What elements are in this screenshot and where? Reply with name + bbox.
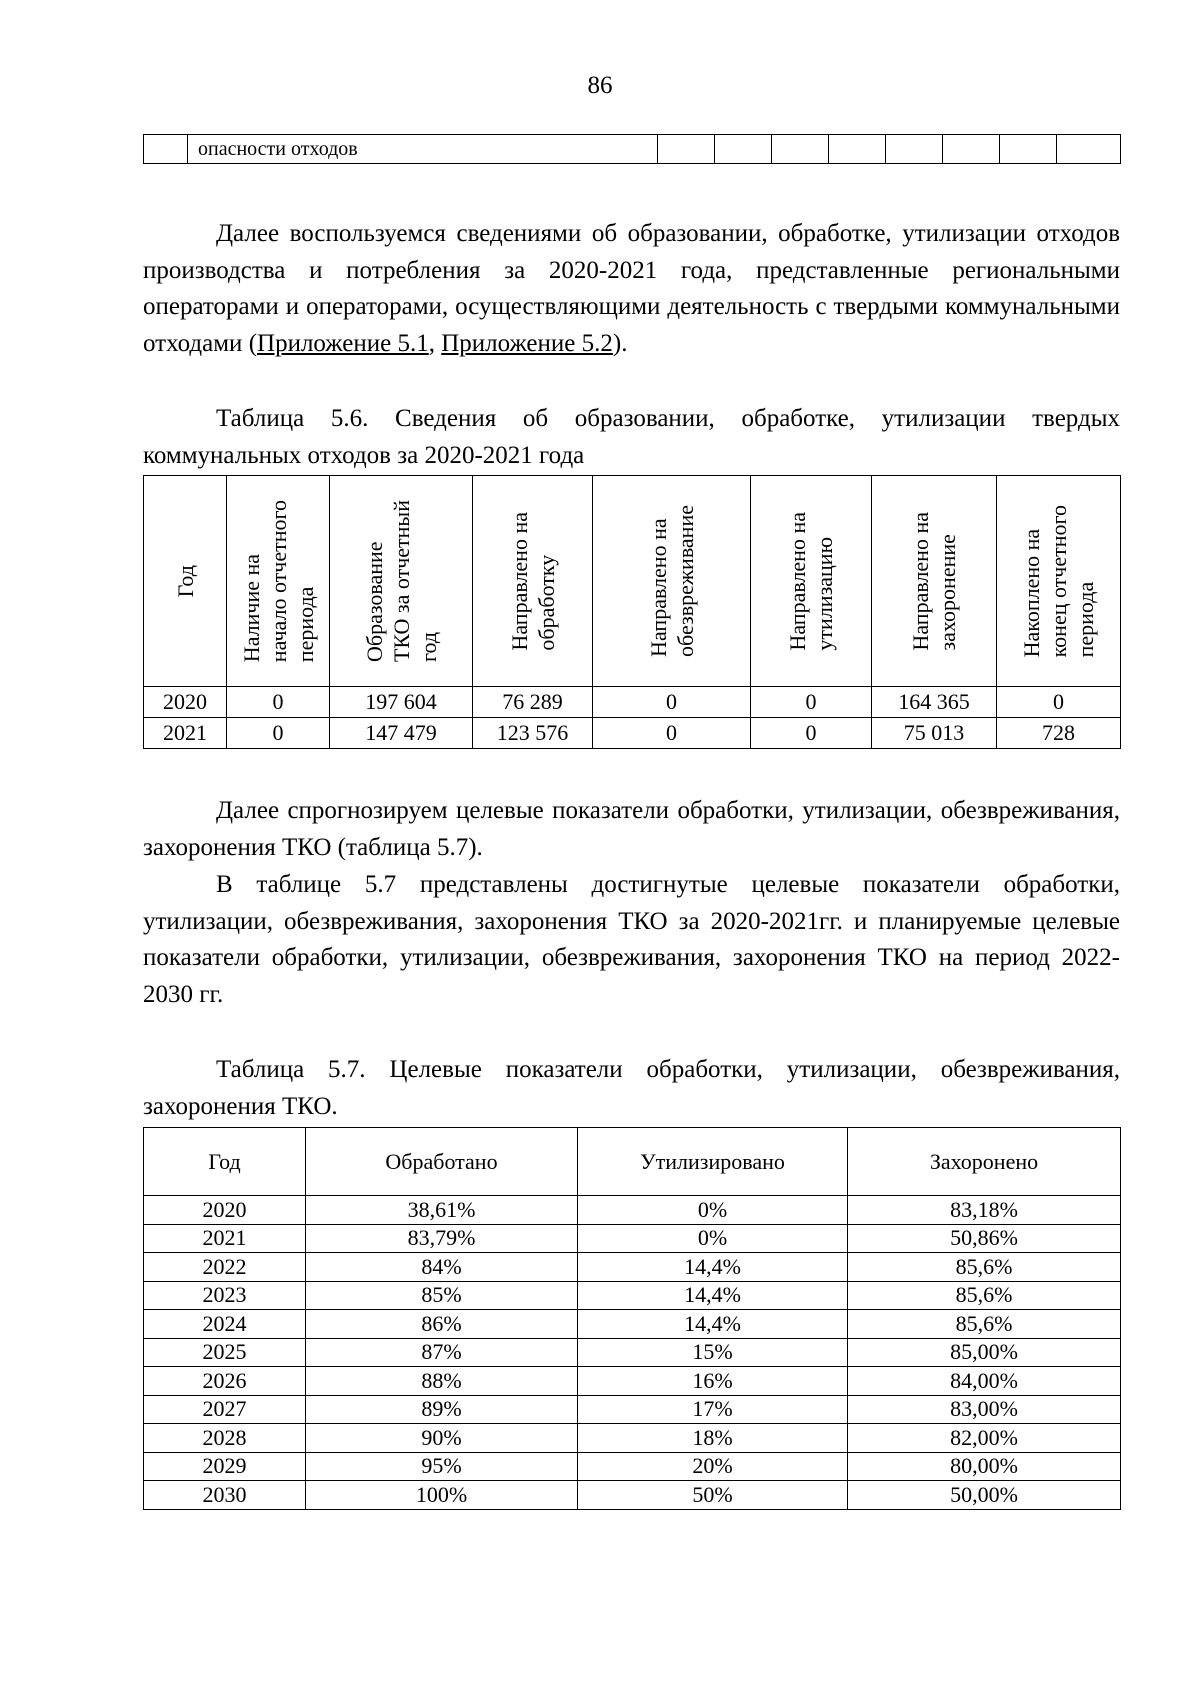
paragraph-table-5-7-description: В таблице 5.7 представлены достигнутые целевые показатели обработки, утилизации, обезвреживания, захоронения ТКО за 2020-2021гг. и планируемые целевые показатели обработки, утилизации, обезвреживания, захоронения ТКО на период 2022-2030 гг. xyxy=(143,871,1120,1008)
separator-text: , xyxy=(428,329,442,357)
table-cell: 2024 xyxy=(144,1310,306,1339)
table-cell: 0 xyxy=(227,687,330,718)
column-header-line: год xyxy=(415,631,441,662)
table-cell: 100% xyxy=(306,1481,578,1510)
table-cell: 0% xyxy=(578,1196,848,1225)
table-cell: 83,79% xyxy=(306,1224,578,1253)
table-cell: опасности отходов xyxy=(188,135,658,164)
table-cell: 0 xyxy=(593,687,751,718)
table-cell xyxy=(886,135,943,164)
column-header-line: Год xyxy=(172,564,198,598)
table-cell: 15% xyxy=(578,1338,848,1367)
column-header-line: захоронение xyxy=(935,533,960,651)
table-row xyxy=(144,135,1121,164)
column-header-line: Направлено на xyxy=(506,511,532,651)
table-cell: 76 289 xyxy=(473,687,593,718)
table-cell: 85,6% xyxy=(848,1310,1121,1339)
table-cell: 85,6% xyxy=(848,1281,1121,1310)
table-cell: 2020 xyxy=(144,1196,306,1225)
column-header-line: Направлено на xyxy=(908,511,933,651)
table-cell xyxy=(715,135,772,164)
column-header-line: начало отчетного xyxy=(265,499,291,663)
table-cell: 84% xyxy=(306,1253,578,1282)
table-cell: 0 xyxy=(997,687,1121,718)
table-cell: 83,00% xyxy=(848,1395,1121,1424)
column-header xyxy=(997,476,1121,687)
table-row xyxy=(144,1281,1121,1310)
table-header-row xyxy=(144,1128,1121,1196)
table-cell: 14,4% xyxy=(578,1310,848,1339)
table-cell: 0 xyxy=(593,718,751,749)
table-cell: 0 xyxy=(227,718,330,749)
table-cell: 123 576 xyxy=(473,718,593,749)
table-cell xyxy=(829,135,886,164)
table-cell: 2020 xyxy=(144,687,227,718)
column-header xyxy=(473,476,593,687)
paragraph-text: Далее воспользуемся сведениями об образовании, обработке, утилизации отходов производства и потребления за 2020-2021 года, представленные региональными операторами и операторами, осуществляющими деятельность с твердыми коммунальными отходами ( xyxy=(143,220,1120,357)
column-header-line: Накоплено на xyxy=(1019,528,1044,658)
table-cell: 16% xyxy=(578,1367,848,1396)
column-header-line: периода xyxy=(292,586,318,663)
table-cell: 2030 xyxy=(144,1481,306,1510)
table-cell: 2026 xyxy=(144,1367,306,1396)
column-header xyxy=(144,476,227,687)
table-row xyxy=(144,718,1121,749)
column-header-line: ТКО за отчетный xyxy=(388,499,414,662)
table-cell: 50% xyxy=(578,1481,848,1510)
column-header-line: периода xyxy=(1073,581,1098,658)
table-cell: 147 479 xyxy=(330,718,473,749)
appendix-5-1-link[interactable]: Приложение 5.1 xyxy=(257,329,429,357)
table-cell: 83,18% xyxy=(848,1196,1121,1225)
table-cell xyxy=(144,135,188,164)
table-row xyxy=(144,1196,1121,1225)
table-row xyxy=(144,1452,1121,1481)
table-cell: 87% xyxy=(306,1338,578,1367)
column-header xyxy=(751,476,872,687)
table-cell: 197 604 xyxy=(330,687,473,718)
column-header xyxy=(872,476,997,687)
table-cell: 90% xyxy=(306,1424,578,1453)
table-cell: 0 xyxy=(751,718,872,749)
column-header xyxy=(227,476,330,687)
column-header-line: Направлено на xyxy=(645,518,671,657)
table-cell: 2027 xyxy=(144,1395,306,1424)
table-5-7 xyxy=(143,1127,1121,1510)
paragraph-forecast: Далее спрогнозируем целевые показатели обработки, утилизации, обезвреживания, захоронения ТКО (таблица 5.7). xyxy=(143,797,1120,861)
table-cell: 728 xyxy=(997,718,1121,749)
column-header-line: обработку xyxy=(533,554,559,651)
table-row xyxy=(144,687,1121,718)
table-cell: 85,6% xyxy=(848,1253,1121,1282)
table-cell: 95% xyxy=(306,1452,578,1481)
table-cell: 85% xyxy=(306,1281,578,1310)
table-cell: 89% xyxy=(306,1395,578,1424)
table-cell: 50,86% xyxy=(848,1224,1121,1253)
column-header-line: Наличие на xyxy=(238,553,264,663)
table-cell: 17% xyxy=(578,1395,848,1424)
table-cell: 14,4% xyxy=(578,1281,848,1310)
table-row xyxy=(144,1424,1121,1453)
table-cell: 18% xyxy=(578,1424,848,1453)
table-cell: 14,4% xyxy=(578,1253,848,1282)
column-header-line: обезвреживание xyxy=(672,505,698,657)
table-cell xyxy=(658,135,715,164)
table-cell: 0 xyxy=(751,687,872,718)
table-header-row xyxy=(144,476,1121,687)
table-cell: 2028 xyxy=(144,1424,306,1453)
table-cell: 164 365 xyxy=(872,687,997,718)
paragraph-data-sources xyxy=(143,216,1120,362)
previous-table-fragment xyxy=(143,134,1121,164)
table-row xyxy=(144,1367,1121,1396)
table-5-7-caption: Таблица 5.7. Целевые показатели обработки, утилизации, обезвреживания, захоронения ТКО. xyxy=(143,1056,1120,1120)
column-header: Захоронено xyxy=(848,1128,1121,1196)
table-row xyxy=(144,1395,1121,1424)
column-header xyxy=(593,476,751,687)
table-cell xyxy=(1057,135,1121,164)
column-header: Год xyxy=(144,1128,306,1196)
table-cell: 2021 xyxy=(144,718,227,749)
table-5-6 xyxy=(143,475,1121,749)
column-header-line: Направлено на xyxy=(785,511,810,651)
column-header-line: Образование xyxy=(361,541,387,662)
table-cell: 80,00% xyxy=(848,1452,1121,1481)
column-header-line: утилизацию xyxy=(812,536,837,651)
table-row xyxy=(144,1224,1121,1253)
table-row xyxy=(144,1253,1121,1282)
table-cell: 86% xyxy=(306,1310,578,1339)
table-cell: 2022 xyxy=(144,1253,306,1282)
table-cell: 38,61% xyxy=(306,1196,578,1225)
paragraph-text: ). xyxy=(612,329,628,357)
table-cell: 50,00% xyxy=(848,1481,1121,1510)
table-cell xyxy=(1000,135,1057,164)
table-cell: 88% xyxy=(306,1367,578,1396)
table-cell: 2029 xyxy=(144,1452,306,1481)
table-cell: 2025 xyxy=(144,1338,306,1367)
table-cell: 85,00% xyxy=(848,1338,1121,1367)
column-header-line: конец отчетного xyxy=(1046,504,1071,658)
table-row xyxy=(144,1338,1121,1367)
table-row xyxy=(144,1310,1121,1339)
table-cell: 2021 xyxy=(144,1224,306,1253)
page-number: 86 xyxy=(587,72,613,99)
column-header: Обработано xyxy=(306,1128,578,1196)
table-row xyxy=(144,1481,1121,1510)
table-cell: 84,00% xyxy=(848,1367,1121,1396)
table-5-6-caption: Таблица 5.6. Сведения об образовании, обработке, утилизации твердых коммунальных отходов за 2020-2021 года xyxy=(143,405,1120,469)
column-header: Утилизировано xyxy=(578,1128,848,1196)
table-cell: 20% xyxy=(578,1452,848,1481)
table-cell: 75 013 xyxy=(872,718,997,749)
column-header xyxy=(330,476,473,687)
table-cell: 2023 xyxy=(144,1281,306,1310)
table-cell xyxy=(772,135,829,164)
table-cell xyxy=(943,135,1000,164)
table-cell: 82,00% xyxy=(848,1424,1121,1453)
appendix-5-2-link[interactable]: Приложение 5.2 xyxy=(441,329,613,357)
table-cell: 0% xyxy=(578,1224,848,1253)
